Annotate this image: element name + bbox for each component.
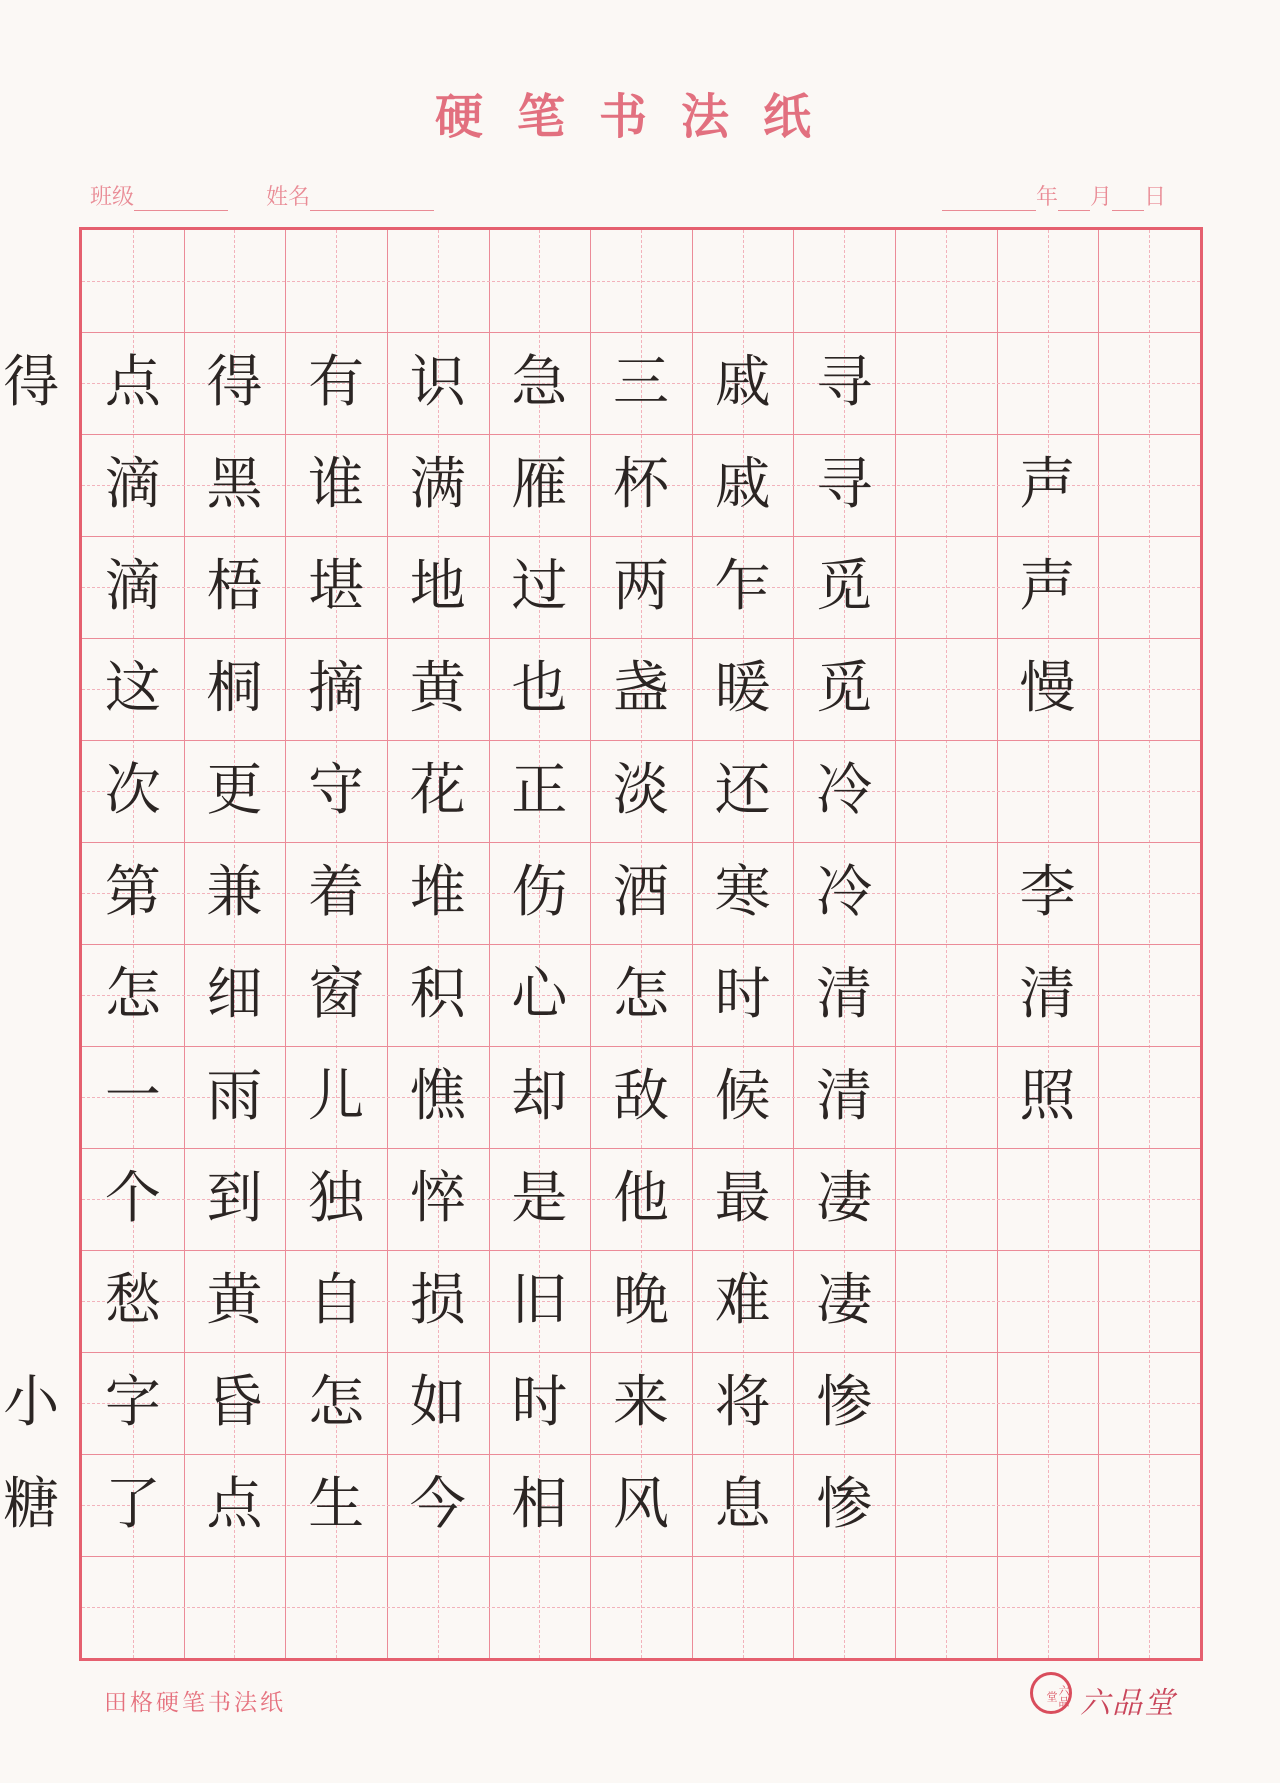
grid-character: 儿: [308, 1064, 365, 1129]
grid-character: 怎: [104, 962, 161, 1027]
grid-character: 最: [714, 1166, 771, 1231]
grid-character: 这: [104, 656, 161, 721]
grid-character: 识: [409, 350, 466, 415]
grid-character: [997, 332, 1099, 434]
grid-character: 滴: [104, 554, 161, 619]
grid-character: [895, 230, 997, 332]
grid-character: [997, 740, 1099, 842]
grid-character: 细: [206, 962, 263, 1027]
name-label: 姓名: [266, 185, 311, 210]
grid-character: [1098, 1352, 1200, 1454]
grid-character: [285, 1556, 387, 1658]
grid-character: 更: [206, 758, 263, 823]
grid-character: 慢: [1019, 656, 1076, 721]
grid-character: 如: [409, 1370, 466, 1435]
grid-character: [895, 1250, 997, 1352]
grid-character: 戚: [714, 452, 771, 517]
grid-character: [1098, 842, 1200, 944]
grid-character: 还: [714, 758, 771, 823]
grid-character: 摘: [308, 656, 365, 721]
grid-character: 损: [409, 1268, 466, 1333]
grid-character: [895, 434, 997, 536]
grid-character: 照: [1019, 1064, 1076, 1129]
grid-character: 昏: [206, 1370, 263, 1435]
grid-character: 候: [714, 1064, 771, 1129]
brand-seal: 六品堂: [1030, 1672, 1072, 1714]
day-label: 日: [1144, 185, 1167, 210]
grid-character: 黄: [409, 656, 466, 721]
name-field: [266, 180, 434, 211]
grid-character: 酒: [613, 860, 669, 925]
grid-character: 点: [104, 350, 161, 415]
grid-character: 旧: [511, 1268, 568, 1333]
class-label: 班级: [90, 185, 135, 210]
class-blank: [134, 190, 228, 211]
grid-character: 戚: [714, 350, 771, 415]
grid-character: 惨: [816, 1370, 873, 1435]
grid-character: 自: [308, 1268, 365, 1333]
grid-character: 伤: [511, 860, 568, 925]
grid-character: [793, 230, 895, 332]
grid-character: 急: [511, 350, 568, 415]
grid-character: [183, 230, 285, 332]
year-blank: [942, 190, 1036, 211]
grid-character: 晚: [613, 1268, 669, 1333]
grid-character: [895, 1352, 997, 1454]
grid-character: 冷: [816, 860, 873, 925]
grid-character: 今: [409, 1472, 466, 1537]
grid-character: 悴: [409, 1166, 466, 1231]
grid-character: 生: [308, 1472, 365, 1537]
grid-character: 两: [613, 554, 669, 619]
grid-character: [82, 1556, 184, 1658]
grid-character: 敌: [613, 1064, 669, 1129]
grid-character: [488, 230, 590, 332]
name-blank: [310, 190, 434, 211]
grid-character: 黑: [206, 452, 263, 517]
grid-character: 积: [409, 962, 466, 1027]
day-blank: [1112, 190, 1144, 211]
grid-character: 得: [206, 350, 263, 415]
grid-character: 堪: [308, 554, 365, 619]
grid-character: [1098, 1454, 1200, 1556]
grid-character: 滴: [104, 452, 161, 517]
grid-character: 兼: [206, 860, 263, 925]
grid-character: [0, 638, 82, 740]
grid-character: 地: [409, 554, 466, 619]
grid-character: 淡: [613, 758, 669, 823]
grid-character: [692, 1556, 794, 1658]
grid-character: 谁: [308, 452, 365, 517]
grid-character: 乍: [714, 554, 771, 619]
paper-type-label: 田格硬笔书法纸: [104, 1690, 286, 1716]
grid-character: [997, 1148, 1099, 1250]
grid-character: [183, 1556, 285, 1658]
grid-character: 怎: [308, 1370, 365, 1435]
grid-character: [895, 1148, 997, 1250]
grid-character: 风: [613, 1472, 669, 1537]
grid-character: 是: [511, 1166, 568, 1231]
grid-character: 了: [104, 1472, 161, 1537]
grid-character: 一: [104, 1064, 161, 1129]
grid-character: 小: [3, 1370, 60, 1435]
grid-character: 声: [1019, 452, 1076, 517]
grid-character: 正: [511, 758, 568, 823]
grid-character: [793, 1556, 895, 1658]
grid-character: 心: [511, 962, 568, 1027]
grid-character: 字: [104, 1370, 161, 1435]
grid-character: 暖: [714, 656, 771, 721]
grid-character: 愁: [104, 1268, 161, 1333]
grid-character: 凄: [816, 1268, 873, 1333]
grid-character: [1098, 740, 1200, 842]
class-field: [90, 180, 228, 211]
grid-character: [590, 230, 692, 332]
grid-character: 怎: [613, 962, 669, 1027]
grid-character: 清: [1019, 962, 1076, 1027]
grid-character: [1098, 1046, 1200, 1148]
grid-character: [285, 230, 387, 332]
grid-character: [0, 1148, 82, 1250]
grid-character: 有: [308, 350, 365, 415]
grid-character: [997, 230, 1099, 332]
grid-character: 寻: [816, 350, 873, 415]
grid-character: 惨: [816, 1472, 873, 1537]
grid-character: 清: [816, 1064, 873, 1129]
writing-grid: [3, 227, 1203, 1661]
grid-character: 花: [409, 758, 466, 823]
grid-character: 盏: [613, 656, 669, 721]
grid-character: 憔: [409, 1064, 466, 1129]
grid-character: [82, 230, 184, 332]
grid-character: [895, 842, 997, 944]
month-label: 月: [1090, 185, 1113, 210]
grid-character: 次: [104, 758, 161, 823]
grid-character: [0, 842, 82, 944]
grid-character: 息: [714, 1472, 771, 1537]
grid-character: 觅: [816, 656, 873, 721]
grid-character: [0, 536, 82, 638]
grid-character: 堆: [409, 860, 466, 925]
grid-character: [590, 1556, 692, 1658]
grid-character: 李: [1019, 860, 1076, 925]
grid-character: 雨: [206, 1064, 263, 1129]
header-fields: [90, 180, 1200, 212]
grid-character: [1098, 1556, 1200, 1658]
grid-character: [1098, 230, 1200, 332]
grid-character: [0, 230, 82, 332]
grid-character: 雁: [511, 452, 568, 517]
grid-character: 到: [206, 1166, 263, 1231]
grid-character: [895, 1046, 997, 1148]
grid-character: [997, 1454, 1099, 1556]
grid-character: [895, 740, 997, 842]
grid-character: 窗: [308, 962, 365, 1027]
page-title: 硬笔书法纸: [434, 89, 845, 145]
grid-character: 黄: [206, 1268, 263, 1333]
grid-character: [692, 230, 794, 332]
grid-character: 来: [613, 1370, 669, 1435]
grid-character: 点: [206, 1472, 263, 1537]
grid-character: [0, 740, 82, 842]
grid-character: [1098, 1148, 1200, 1250]
grid-character: 凄: [816, 1166, 873, 1231]
grid-character: [1098, 1250, 1200, 1352]
grid-character: 难: [714, 1268, 771, 1333]
grid-character: 他: [613, 1166, 669, 1231]
grid-character: 梧: [206, 554, 263, 619]
grid-character: 个: [104, 1166, 161, 1231]
grid-character: [0, 944, 82, 1046]
grid-character: 守: [308, 758, 365, 823]
grid-character: 清: [816, 962, 873, 1027]
grid-character: 过: [511, 554, 568, 619]
grid-character: 第: [104, 860, 161, 925]
grid-character: 却: [511, 1064, 568, 1129]
grid-character: [387, 230, 489, 332]
grid-character: 寒: [714, 860, 771, 925]
grid-character: [997, 1250, 1099, 1352]
grid-character: 时: [511, 1370, 568, 1435]
grid-character: [1098, 434, 1200, 536]
brand-name: 六品堂: [1080, 1686, 1176, 1721]
grid-character: [895, 1556, 997, 1658]
year-label: 年: [1036, 185, 1059, 210]
grid-character: 声: [1019, 554, 1076, 619]
grid-character: [0, 1556, 82, 1658]
grid-character: [895, 944, 997, 1046]
grid-character: [895, 332, 997, 434]
grid-character: [997, 1556, 1099, 1658]
grid-character: 满: [409, 452, 466, 517]
grid-character: 觅: [816, 554, 873, 619]
grid-character: [488, 1556, 590, 1658]
grid-character: [0, 1250, 82, 1352]
grid-character: 得: [3, 350, 60, 415]
grid-character: 寻: [816, 452, 873, 517]
grid-character: [1098, 638, 1200, 740]
grid-character: 着: [308, 860, 365, 925]
grid-character: [1098, 944, 1200, 1046]
grid-character: 相: [511, 1472, 568, 1537]
grid-character: 三: [613, 350, 669, 415]
grid-character: [895, 1454, 997, 1556]
grid-character: [895, 638, 997, 740]
grid-character: [895, 536, 997, 638]
grid-character: [1098, 536, 1200, 638]
grid-character: 时: [714, 962, 771, 1027]
grid-character: 桐: [206, 656, 263, 721]
grid-character: 糖: [3, 1472, 60, 1537]
grid-character: [997, 1352, 1099, 1454]
grid-character: [1098, 332, 1200, 434]
date-field: [942, 180, 1166, 211]
grid-character: [0, 1046, 82, 1148]
grid-character: 杯: [613, 452, 669, 517]
grid-character: 独: [308, 1166, 365, 1231]
grid-character: [387, 1556, 489, 1658]
grid-character: [0, 434, 82, 536]
grid-character: 将: [714, 1370, 771, 1435]
grid-character: 冷: [816, 758, 873, 823]
month-blank: [1058, 190, 1090, 211]
grid-character: 也: [511, 656, 568, 721]
